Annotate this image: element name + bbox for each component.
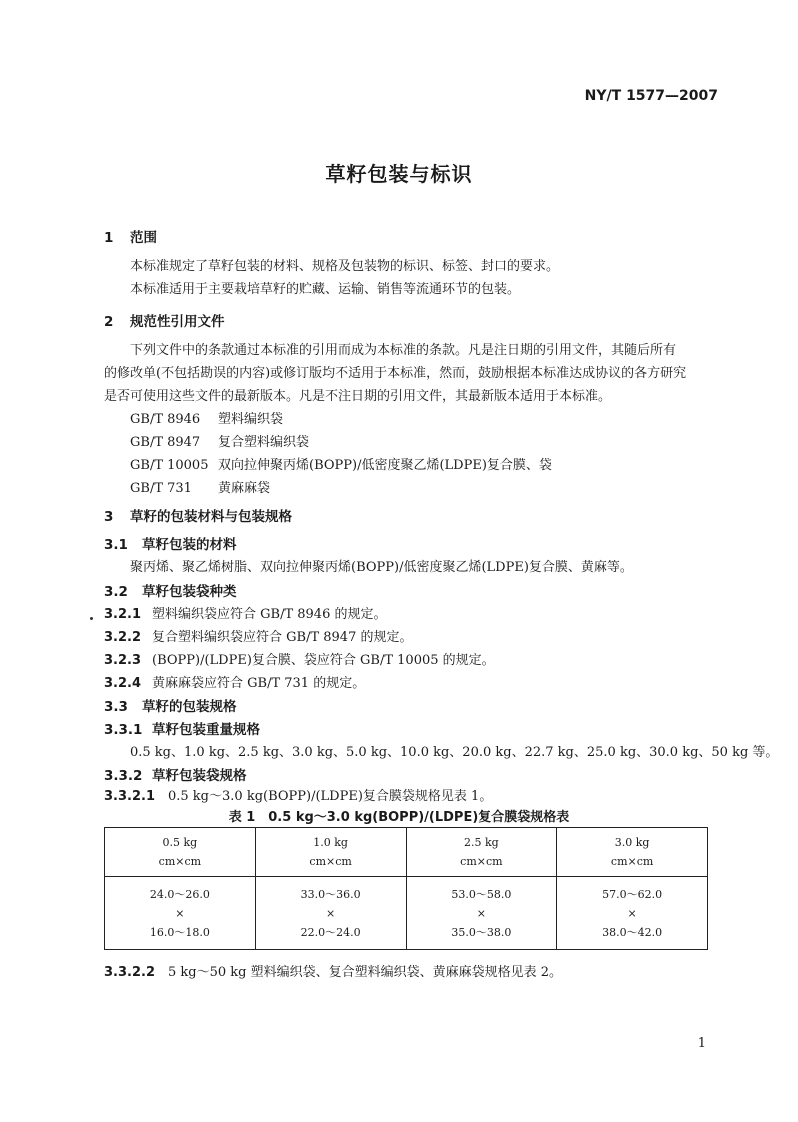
clause-text: 复合塑料编织袋应符合 GB/T 8947 的规定。 — [152, 630, 413, 645]
unit-label: cm×cm — [610, 855, 654, 868]
times-sign: × — [326, 906, 336, 920]
section-number: 1 — [104, 230, 114, 246]
reference-name: 双向拉伸聚丙烯(BOPP)/低密度聚乙烯(LDPE)复合膜、袋 — [218, 458, 552, 473]
subsection-3-3-1-heading — [104, 718, 260, 738]
subsection-title: 草籽的包装规格 — [142, 699, 237, 715]
sec2-paragraph-line-3: 是否可使用这些文件的最新版本。凡是不注日期的引用文件，其最新版本适用于本标准。 — [104, 389, 612, 404]
table-cell — [557, 877, 708, 950]
clause-3-3-2-1 — [104, 785, 492, 804]
table-cell — [105, 877, 256, 950]
width-range: 16.0～18.0 — [149, 925, 210, 939]
section-title: 规范性引用文件 — [130, 314, 225, 330]
standard-number: NY/T 1577—2007 — [584, 88, 718, 104]
width-range: 35.0～38.0 — [451, 925, 512, 939]
clause-3-3-2-2 — [104, 961, 562, 980]
reference-item — [130, 454, 552, 473]
subsection-3-3-heading — [104, 695, 237, 715]
clause-text: 5 kg～50 kg 塑料编织袋、复合塑料编织袋、黄麻麻袋规格见表 2。 — [168, 965, 563, 980]
subsection-title: 草籽包装重量规格 — [152, 722, 260, 738]
scan-speck — [90, 617, 93, 620]
clause-3-2-3 — [104, 649, 495, 668]
unit-label: cm×cm — [309, 855, 352, 868]
weight-label: 2.5 kg — [464, 836, 499, 849]
subsection-number: 3.2 — [104, 584, 128, 600]
section-1-heading — [104, 226, 157, 246]
reference-code: GB/T 8946 — [130, 412, 201, 427]
section-title: 草籽的包装材料与包装规格 — [130, 509, 292, 525]
times-sign: × — [476, 906, 486, 920]
section-number: 2 — [104, 314, 114, 330]
subsection-title: 草籽包装袋规格 — [152, 768, 247, 784]
length-range: 57.0～62.0 — [602, 887, 663, 901]
clause-text: 黄麻麻袋应符合 GB/T 731 的规定。 — [152, 676, 366, 691]
weight-label: 0.5 kg — [162, 836, 198, 849]
reference-item — [130, 408, 283, 427]
table-1-caption: 表 1 0.5 kg～3.0 kg(BOPP)/(LDPE)复合膜袋规格表 — [228, 810, 570, 825]
subsection-3-2-heading — [104, 580, 237, 600]
reference-item — [130, 477, 270, 496]
clause-number: 3.2.1 — [104, 607, 142, 622]
section-number: 3 — [104, 509, 114, 525]
reference-code: GB/T 10005 — [130, 458, 209, 473]
weight-label: 1.0 kg — [313, 836, 348, 849]
clause-number: 3.2.3 — [104, 653, 142, 668]
clause-text: 塑料编织袋应符合 GB/T 8946 的规定。 — [152, 607, 387, 622]
sec2-paragraph-line-1: 下列文件中的条款通过本标准的引用而成为本标准的条款。凡是注日期的引用文件，其随后所有 — [130, 343, 677, 358]
table-header-cell — [255, 828, 406, 877]
unit-label: cm×cm — [460, 855, 503, 868]
subsection-title: 草籽包装的材料 — [142, 537, 237, 553]
table-header-row — [105, 828, 708, 877]
length-range: 33.0～36.0 — [300, 887, 361, 901]
times-sign: × — [627, 906, 637, 920]
clause-3-2-2 — [104, 626, 412, 645]
reference-code: GB/T 8947 — [130, 435, 201, 450]
width-range: 22.0～24.0 — [300, 925, 361, 939]
reference-item — [130, 431, 309, 450]
sec1-paragraph-1: 本标准规定了草籽包装的材料、规格及包装物的标识、标签、封口的要求。 — [130, 259, 560, 274]
clause-number: 3.2.2 — [104, 630, 142, 645]
table-row — [105, 877, 708, 950]
table-1 — [104, 827, 708, 950]
clause-number: 3.3.2.1 — [104, 789, 155, 804]
page-title: 草籽包装与标识 — [325, 162, 473, 186]
section-title: 范围 — [130, 230, 157, 246]
subsection-number: 3.3 — [104, 699, 128, 715]
table-header-cell — [105, 828, 256, 877]
subsection-3-1-heading — [104, 533, 237, 553]
reference-name: 复合塑料编织袋 — [218, 435, 310, 450]
clause-3-2-1 — [104, 603, 386, 622]
subsection-3-3-2-heading — [104, 764, 247, 784]
unit-label: cm×cm — [158, 855, 202, 868]
reference-name: 黄麻麻袋 — [218, 481, 271, 496]
clause-text: 0.5 kg～3.0 kg(BOPP)/(LDPE)复合膜袋规格见表 1。 — [168, 789, 493, 804]
length-range: 24.0～26.0 — [149, 887, 210, 901]
weight-label: 3.0 kg — [614, 836, 650, 849]
subsection-number: 3.3.2 — [104, 768, 143, 784]
sec2-paragraph-line-2: 的修改单(不包括勘误的内容)或修订版均不适用于本标准，然而，鼓励根据本标准达成协议的各方研究 — [104, 366, 687, 381]
subsection-number: 3.3.1 — [104, 722, 143, 738]
table-cell — [406, 877, 557, 950]
table-header-cell — [406, 828, 557, 877]
clause-text: (BOPP)/(LDPE)复合膜、袋应符合 GB/T 10005 的规定。 — [152, 653, 495, 668]
length-range: 53.0～58.0 — [451, 887, 512, 901]
page-number: 1 — [697, 1036, 706, 1051]
section-3-heading — [104, 505, 292, 525]
subsection-number: 3.1 — [104, 537, 128, 553]
clause-number: 3.3.2.2 — [104, 965, 155, 980]
subsection-title: 草籽包装袋种类 — [142, 584, 237, 600]
times-sign: × — [175, 906, 185, 920]
table-header-cell — [557, 828, 708, 877]
table-cell — [255, 877, 406, 950]
reference-code: GB/T 731 — [130, 481, 192, 496]
reference-name: 塑料编织袋 — [218, 412, 284, 427]
clause-number: 3.2.4 — [104, 676, 142, 691]
sec1-paragraph-2: 本标准适用于主要栽培草籽的贮藏、运输、销售等流通环节的包装。 — [130, 282, 521, 297]
clause-3-2-4 — [104, 672, 365, 691]
weight-spec-list: 0.5 kg、1.0 kg、2.5 kg、3.0 kg、5.0 kg、10.0 kg、20.0 kg、22.7 kg、25.0 kg、30.0 kg、50 kg 等。 — [130, 745, 779, 760]
subsection-3-1-text: 聚丙烯、聚乙烯树脂、双向拉伸聚丙烯(BOPP)/低密度聚乙烯(LDPE)复合膜、黄麻等。 — [130, 560, 633, 575]
width-range: 38.0～42.0 — [602, 925, 663, 939]
section-2-heading — [104, 310, 225, 330]
